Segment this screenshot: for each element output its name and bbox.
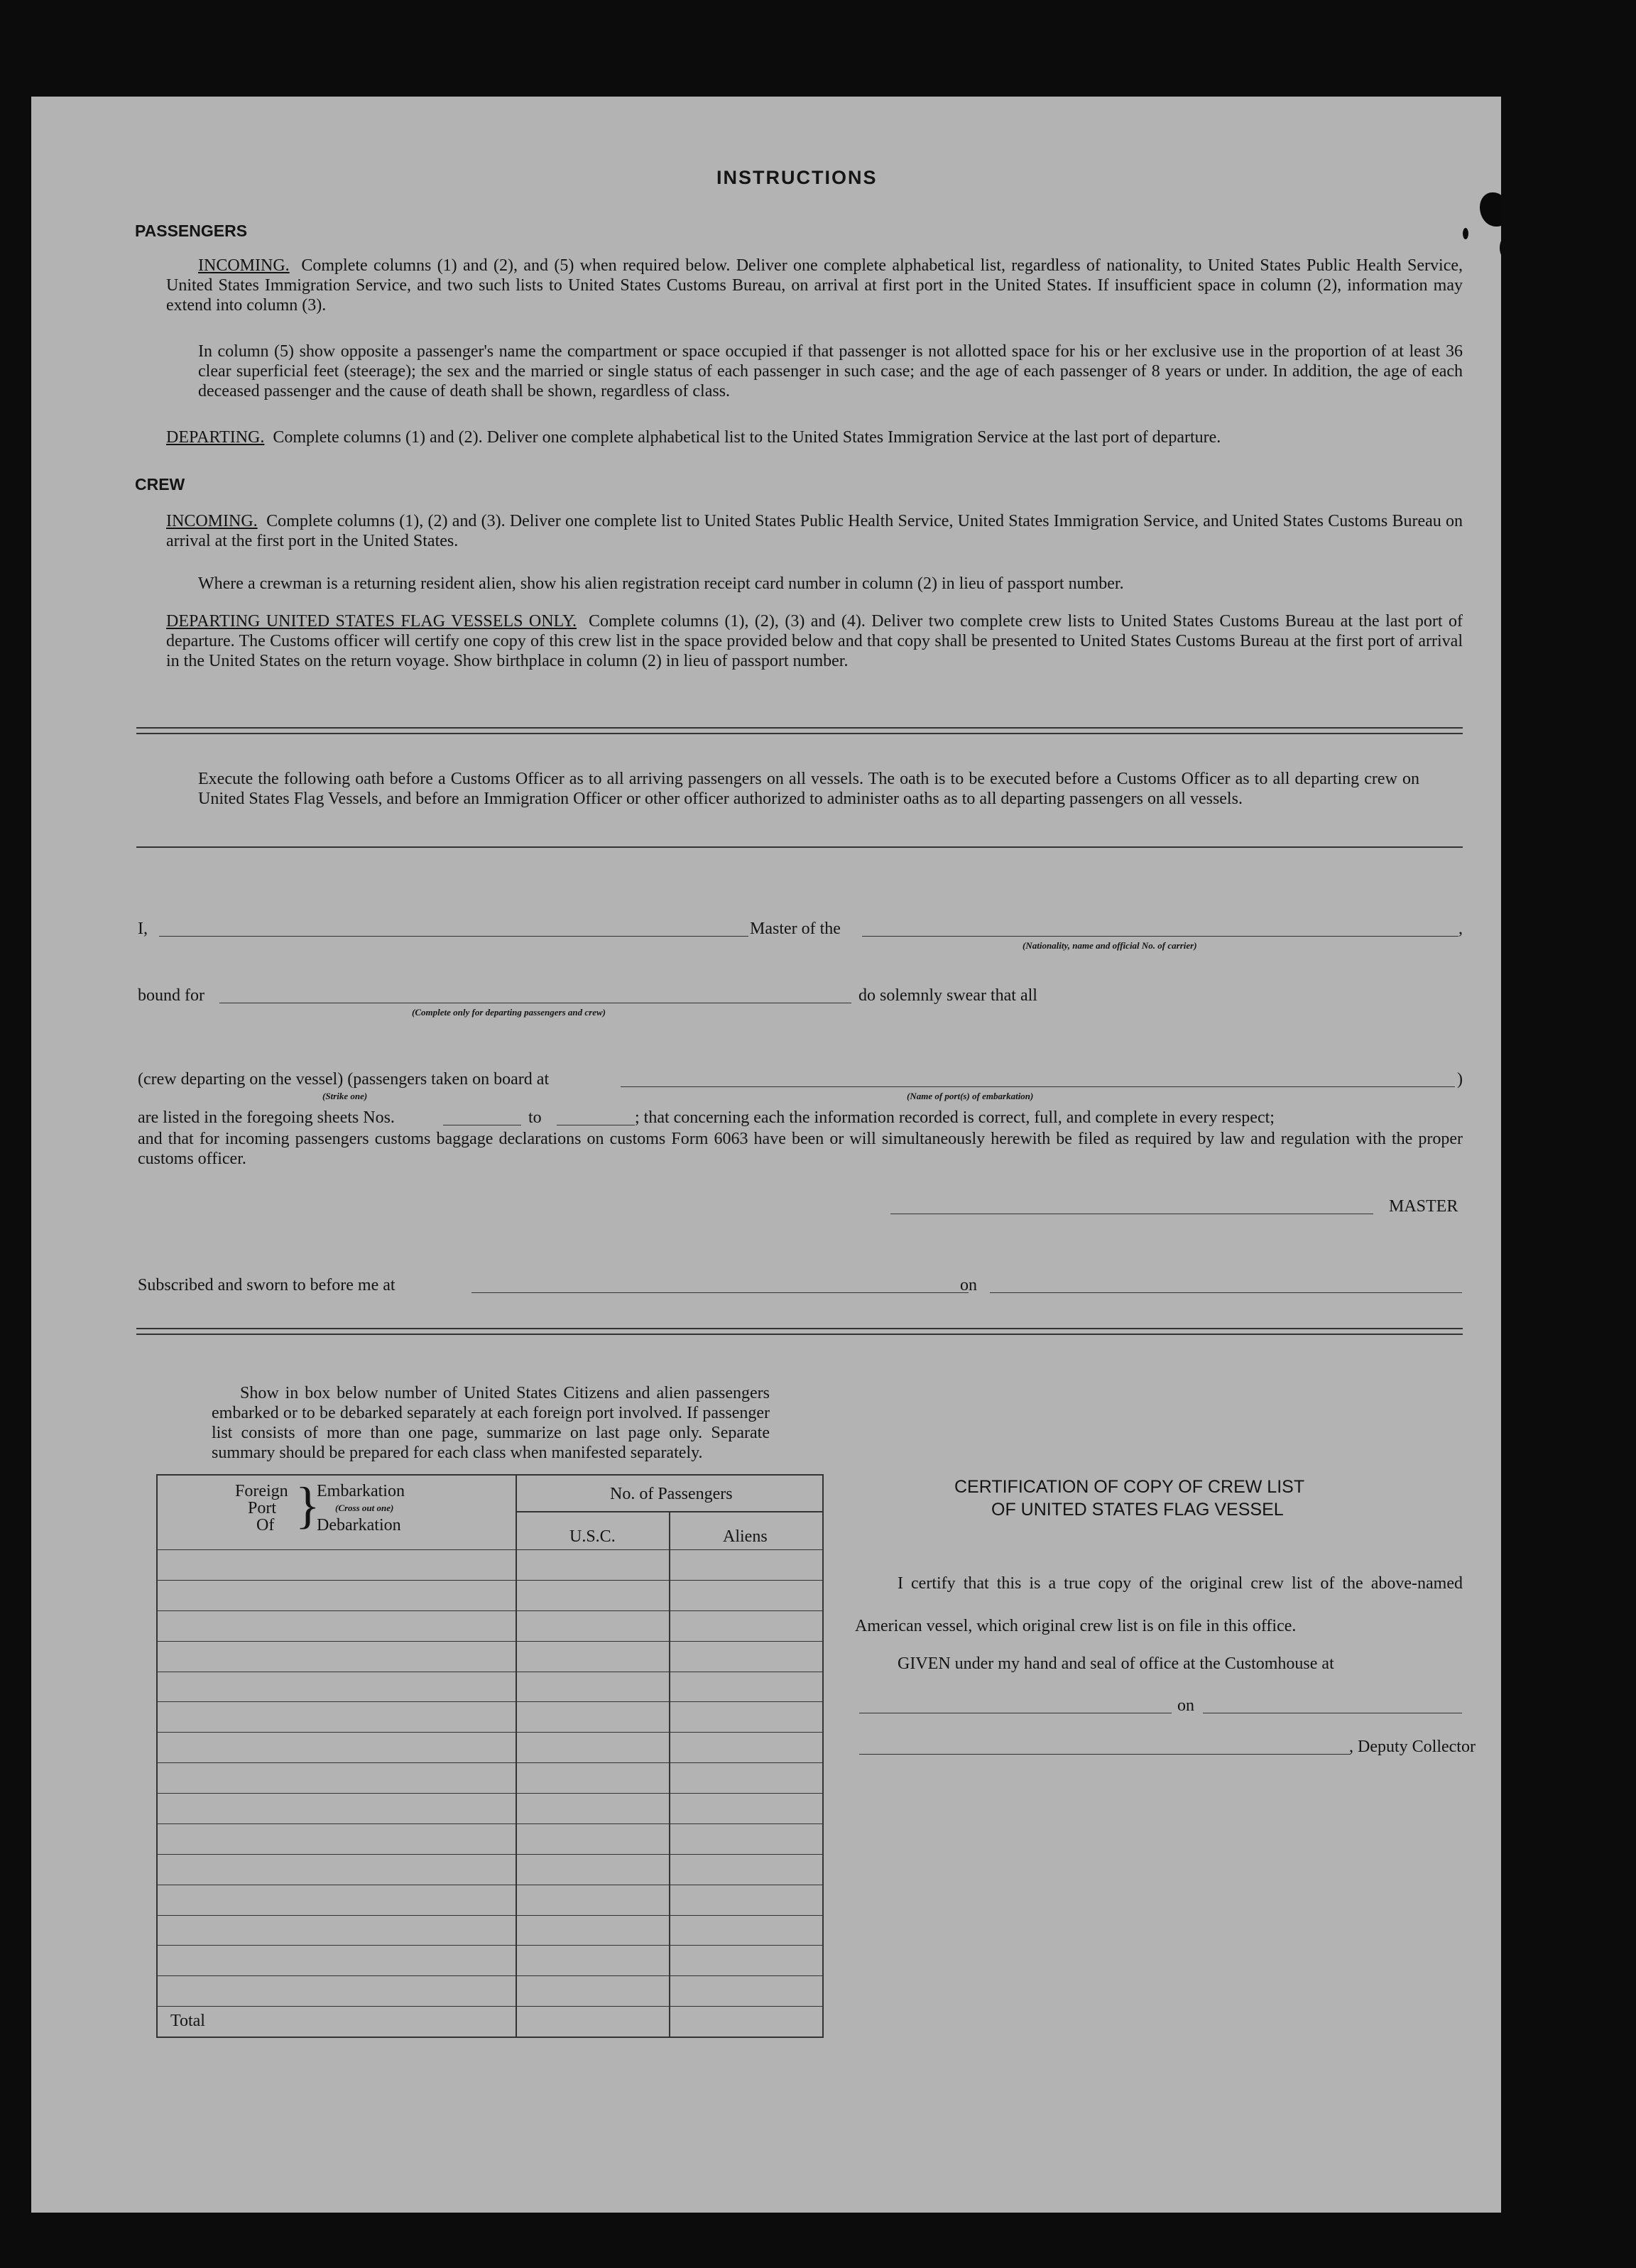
form-sheet bbox=[31, 97, 1501, 2213]
solemnly-swear: do solemnly swear that all bbox=[858, 986, 1037, 1005]
passengers-departing-text: Complete columns (1) and (2). Deliver one complete alphabetical list to the United States Immigration Service at the last port of departure. bbox=[273, 428, 1221, 447]
summary-row-line bbox=[158, 1610, 822, 1611]
separator bbox=[136, 727, 1463, 734]
summary-row-line bbox=[158, 1580, 822, 1581]
comma: , bbox=[1458, 920, 1463, 938]
certify-text: I certify that this is a true copy of the original crew list of the above-named American vessel, which original crew list is on file in this office. bbox=[855, 1574, 1463, 1635]
crew-departing bbox=[166, 611, 1463, 671]
subscribed-text: Subscribed and sworn to before me at bbox=[138, 1276, 396, 1294]
embarkation-port-line[interactable] bbox=[621, 1086, 1455, 1087]
incoming-passengers-text: and that for incoming passengers customs baggage declarations on customs Form 6063 have been or will simultaneously herewith be filed as required by law and regulation with the proper customs officer. bbox=[138, 1130, 1463, 1168]
embarkation-label: Embarkation bbox=[317, 1482, 405, 1500]
nationality-caption: (Nationality, name and official No. of carrier) bbox=[1022, 940, 1197, 951]
table-divider bbox=[516, 1511, 822, 1512]
passengers-column5: In column (5) show opposite a passenger's name the compartment or space occupied if that passenger is not allotted space for his or her exclusive use in the proportion of at least 36 clear superficial feet (steerage); the sex and the married or single status of each passenger in such case; and the age of each passenger of 8 years or under. In addition, the age of each deceased passenger and the cause of death shall be shown, regardless of class. bbox=[198, 342, 1463, 400]
debarkation-label: Debarkation bbox=[317, 1516, 401, 1534]
summary-row-line bbox=[158, 1762, 822, 1763]
table-divider bbox=[669, 1511, 670, 2037]
no-of-passengers-header: No. of Passengers bbox=[610, 1485, 733, 1503]
crew-incoming-text: Complete columns (1), (2) and (3). Deliver one complete list to United States Public Health Service, United States Immigration Service, and United States Customs Bureau on arrival at the first port in the United States. bbox=[166, 512, 1463, 550]
certification-title-line2: OF UNITED STATES FLAG VESSEL bbox=[991, 1500, 1284, 1520]
sworn-on-word: on bbox=[960, 1276, 977, 1294]
ink-blot bbox=[1480, 192, 1501, 227]
summary-row-line bbox=[158, 1823, 822, 1824]
oath-intro: Execute the following oath before a Customs Officer as to all arriving passengers on all vessels. The oath is to be executed before a Customs Officer as to all departing crew on United States Flag Vessels, and before an Immigration Officer or other officer authorized to administer oaths as to all departing passengers on all vessels. bbox=[198, 770, 1419, 808]
master-of-label: Master of the bbox=[750, 920, 841, 938]
col-foreign-port-line2: Port bbox=[248, 1499, 277, 1517]
deputy-signature-line[interactable] bbox=[859, 1754, 1351, 1755]
passengers-departing bbox=[166, 427, 1463, 447]
col-foreign-port-line1: Foreign bbox=[235, 1482, 288, 1500]
summary-row-line bbox=[158, 1701, 822, 1702]
summary-row-line bbox=[158, 2006, 822, 2007]
crew-departing-label: DEPARTING UNITED STATES FLAG VESSELS ONLY. bbox=[166, 612, 577, 631]
carrier-line[interactable] bbox=[862, 936, 1458, 937]
complete-only-caption: (Complete only for departing passengers and crew) bbox=[412, 1007, 606, 1018]
passengers-heading: PASSENGERS bbox=[135, 222, 248, 240]
passenger-summary-table bbox=[156, 1474, 824, 2038]
summary-row-line bbox=[158, 1975, 822, 1976]
sworn-at-line[interactable] bbox=[471, 1292, 969, 1293]
ink-blot bbox=[1500, 236, 1501, 260]
page-title: INSTRUCTIONS bbox=[716, 167, 878, 188]
passengers-departing-label: DEPARTING. bbox=[166, 428, 265, 447]
close-paren: ) bbox=[1457, 1070, 1463, 1089]
crew-returning: Where a crewman is a returning resident alien, show his alien registration receipt card number in column (2) in lieu of passport number. bbox=[198, 574, 1124, 593]
bound-for-label: bound for bbox=[138, 986, 204, 1005]
table-divider bbox=[516, 1476, 517, 2037]
summary-row-line bbox=[158, 1793, 822, 1794]
summary-row-line bbox=[158, 1915, 822, 1916]
ink-blot bbox=[1463, 228, 1468, 239]
oath-i-label: I, bbox=[138, 920, 148, 938]
crew-incoming bbox=[166, 511, 1463, 551]
listed-text: are listed in the foregoing sheets Nos. bbox=[138, 1108, 395, 1127]
to-word: to bbox=[528, 1108, 542, 1127]
crew-departing-oath: (crew departing on the vessel) (passengers taken on board at bbox=[138, 1070, 550, 1089]
usc-header: U.S.C. bbox=[569, 1527, 616, 1546]
given-text: GIVEN under my hand and seal of office at the Customhouse at bbox=[898, 1654, 1334, 1673]
brace-left: } bbox=[295, 1477, 320, 1534]
ports-caption: (Name of port(s) of embarkation) bbox=[907, 1091, 1034, 1101]
certification-title-line1: CERTIFICATION OF COPY OF CREW LIST bbox=[954, 1477, 1305, 1497]
crew-incoming-label: INCOMING. bbox=[166, 512, 258, 530]
sworn-on-line[interactable] bbox=[990, 1292, 1462, 1293]
col-foreign-port-line3: Of bbox=[256, 1516, 275, 1534]
strike-one-caption: (Strike one) bbox=[322, 1091, 368, 1101]
cross-out-caption: (Cross out one) bbox=[335, 1503, 394, 1513]
summary-row-line bbox=[158, 1945, 822, 1946]
passengers-incoming-text: Complete columns (1) and (2), and (5) when required below. Deliver one complete alphabetical list, regardless of nationality, to United States Public Health Service, United States Immigration Service, and two such lists to United States Customs Bureau, on arrival at first port in the United States. If insufficient space in column (2), information may extend into column (3). bbox=[166, 256, 1463, 315]
separator bbox=[136, 1328, 1463, 1335]
crew-departing-text: Complete columns (1), (2), (3) and (4). Deliver two complete crew lists to United States Customs Bureau at the last port of departure. The Customs officer will certify one copy of this crew list in the space provided below and that copy shall be presented to United States Customs Bureau at the first port of arrival in the United States on the return voyage. Show birthplace in column (2) in lieu of passport number. bbox=[166, 612, 1463, 670]
concerning-text: ; that concerning each the information recorded is correct, full, and complete in every respect; bbox=[635, 1108, 1275, 1127]
total-label: Total bbox=[170, 2012, 205, 2030]
separator bbox=[136, 846, 1463, 848]
summary-row-line bbox=[158, 1854, 822, 1855]
summary-row-line bbox=[158, 1549, 822, 1550]
aliens-header: Aliens bbox=[723, 1527, 768, 1546]
master-name-line[interactable] bbox=[159, 936, 748, 937]
passengers-incoming-label: INCOMING. bbox=[198, 256, 290, 275]
passengers-incoming bbox=[166, 256, 1463, 315]
deputy-collector-label: , Deputy Collector bbox=[1349, 1738, 1476, 1756]
summary-instructions: Show in box below number of United States Citizens and alien passengers embarked or to be debarked separately at each foreign port involved. If passenger list consists of more than one page, summarize on last page only. Separate summary should be prepared for each class when manifested separately. bbox=[212, 1384, 770, 1462]
crew-heading: CREW bbox=[135, 475, 185, 494]
summary-row-line bbox=[158, 1732, 822, 1733]
master-label: MASTER bbox=[1389, 1197, 1458, 1216]
cert-on-word: on bbox=[1177, 1696, 1194, 1715]
summary-row-line bbox=[158, 1641, 822, 1642]
